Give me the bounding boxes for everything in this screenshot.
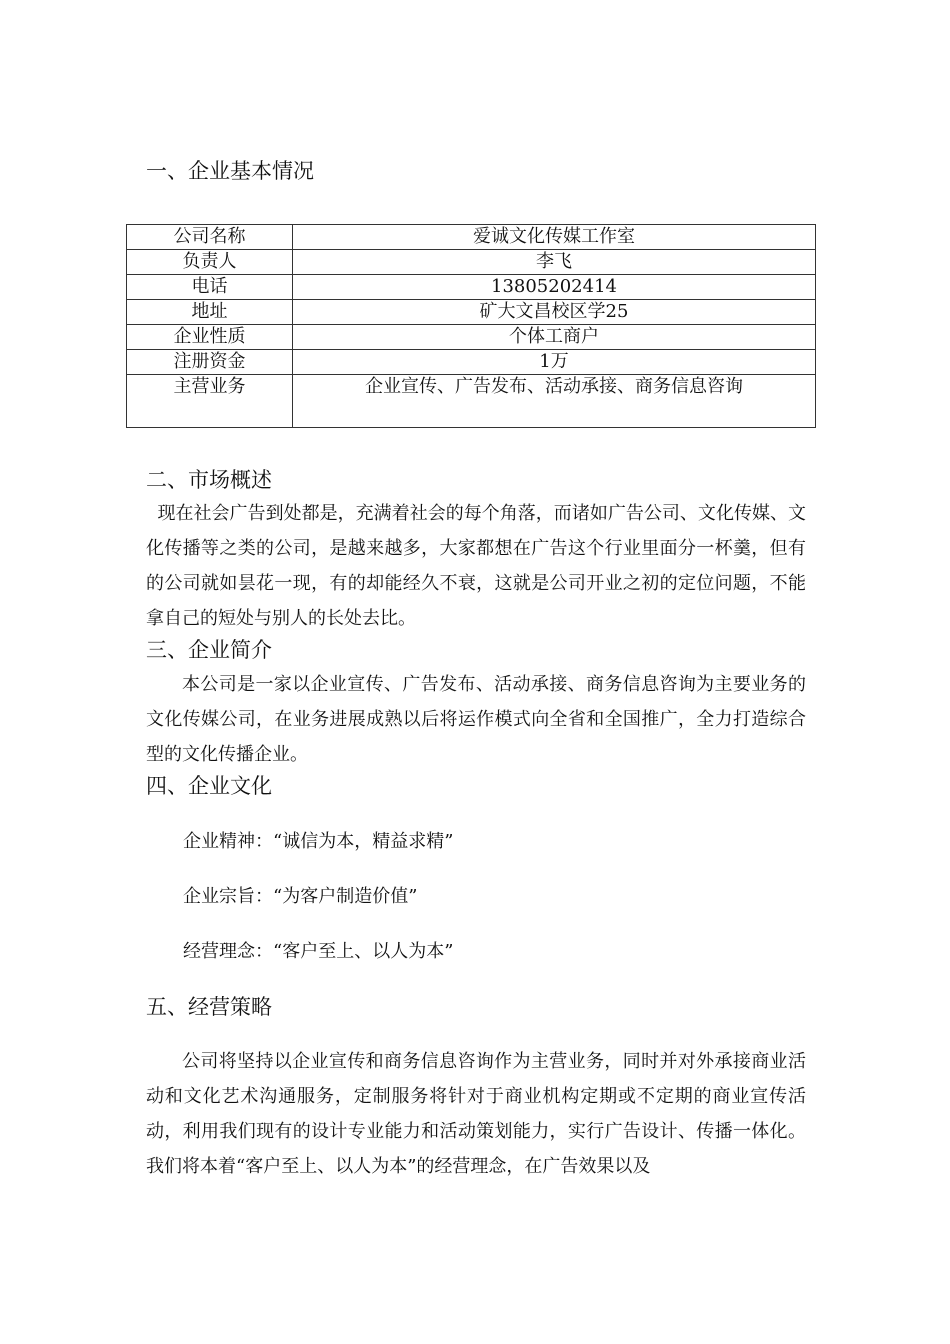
row-value-phone: 13805202414: [293, 275, 816, 300]
business-strategy-paragraph: 公司将坚持以企业宣传和商务信息咨询作为主营业务，同时并对外承接商业活动和文化艺术沟通服务，定制服务将针对于商业机构定期或不定期的商业宣传活动，利用我们现有的设计专业能力和活动策划能力，实行广告设计、传播一体化。我们将本着“客户至上、以人为本”的经营理念，在广告效果以及: [146, 1051, 806, 1177]
culture-spirit: 企业精神：“诚信为本，精益求精”: [183, 831, 454, 852]
table-row: [127, 375, 816, 428]
company-info-table: [126, 224, 816, 428]
row-value-business-type: 个体工商户: [293, 325, 816, 350]
table-row: [127, 250, 816, 275]
row-value-person-in-charge: 李飞: [293, 250, 816, 275]
row-label-address: 地址: [127, 300, 293, 325]
section-heading-business-strategy: 五、经营策略: [146, 995, 272, 1019]
table-row: [127, 225, 816, 250]
row-label-phone: 电话: [127, 275, 293, 300]
table-row: [127, 350, 816, 375]
row-label-business-type: 企业性质: [127, 325, 293, 350]
row-value-company-name: 爱诚文化传媒工作室: [293, 225, 816, 250]
section-heading-basic-info: 一、企业基本情况: [146, 159, 314, 183]
row-label-company-name: 公司名称: [127, 225, 293, 250]
row-value-registered-capital: 1万: [293, 350, 816, 375]
row-label-main-business: 主营业务: [127, 375, 293, 428]
table-row: [127, 325, 816, 350]
section-heading-company-intro: 三、企业简介: [146, 638, 272, 662]
market-overview-paragraph: 现在社会广告到处都是，充满着社会的每个角落，而诸如广告公司、文化传媒、文化传播等之类的公司，是越来越多，大家都想在广告这个行业里面分一杯羹，但有的公司就如昙花一现，有的却能经久不衰，这就是公司开业之初的定位问题，不能拿自己的短处与别人的长处去比。: [146, 503, 806, 629]
row-label-registered-capital: 注册资金: [127, 350, 293, 375]
table-row: [127, 275, 816, 300]
row-value-address: 矿大文昌校区学25: [293, 300, 816, 325]
section-heading-company-culture: 四、企业文化: [146, 774, 272, 798]
row-label-person-in-charge: 负责人: [127, 250, 293, 275]
culture-philosophy: 经营理念：“客户至上、以人为本”: [183, 941, 454, 962]
company-intro-paragraph: 本公司是一家以企业宣传、广告发布、活动承接、商务信息咨询为主要业务的文化传媒公司，在业务进展成熟以后将运作模式向全省和全国推广，全力打造综合型的文化传播企业。: [146, 674, 806, 765]
section-heading-market-overview: 二、市场概述: [146, 468, 272, 492]
culture-purpose: 企业宗旨：“为客户制造价值”: [183, 886, 418, 907]
table-row: [127, 300, 816, 325]
row-value-main-business: 企业宣传、广告发布、活动承接、商务信息咨询: [293, 375, 816, 428]
